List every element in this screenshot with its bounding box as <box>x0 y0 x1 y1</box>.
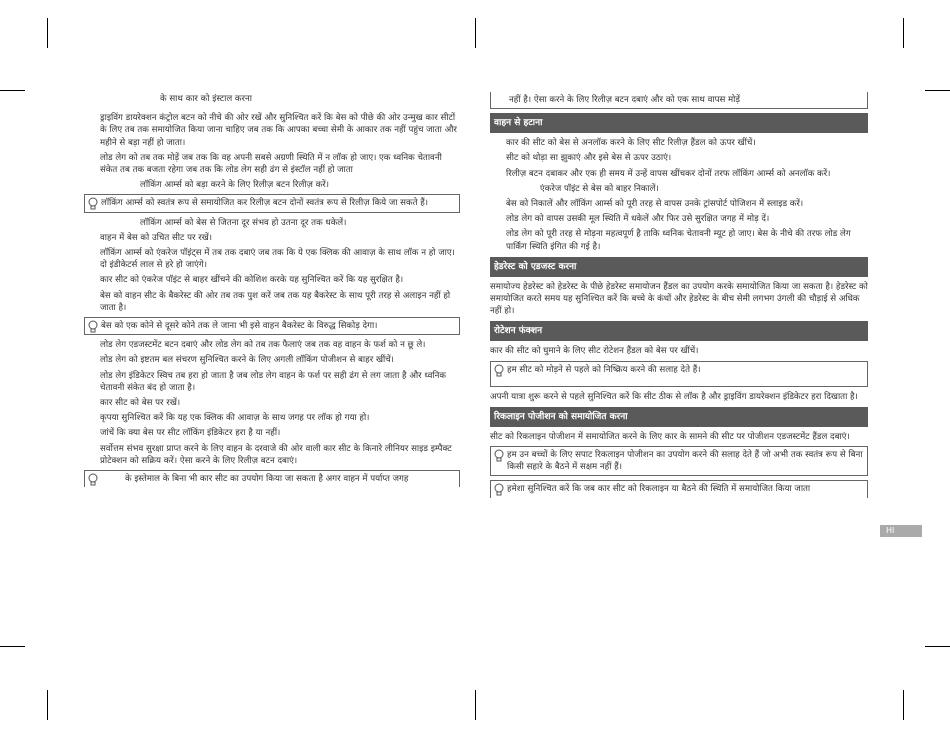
crop-mark <box>475 690 476 720</box>
step-text: लोड लेग को पूरी तरह से मोड़ना महत्वपूर्ण है ताकि ध्वनिक चेतावनी म्यूट हो जाए। बेस के नीचे की तरफ लोड लेग पार्किंग स्थिति इंगित की गई है। <box>506 229 851 252</box>
step-text: कार की सीट को घुमाने के लिए सीट रोटेशन हैंडल को बेस पर खींचें। <box>490 346 699 357</box>
lightbulb-icon <box>493 449 505 462</box>
step-text: सर्वोत्तम संभव सुरक्षा प्राप्त करने के लिए वाहन के दरवाजे की ओर वाली कार सीट के किनारे लीनियर साइड इम्पैक्ट प्रोटेक्शन को सक्रिय करें। ऐसा करने के लिए रिलीज़ बटन दबाएं। <box>100 443 452 466</box>
note-text: हम सीट को मोड़ने से पहले को निष्क्रिय करने की सलाह देते हैं। <box>507 364 701 375</box>
lightbulb-icon <box>87 320 99 333</box>
crop-mark <box>903 18 904 48</box>
lightbulb-icon <box>493 364 505 377</box>
language-tab: HI <box>880 525 922 537</box>
note-box <box>490 361 868 387</box>
section-subtitle: के साथ कार को इंस्टाल करना <box>160 94 253 104</box>
note-text: बेस को एक कोने से दूसरे कोने तक ले जाना भी इसे वाहन बैकरेस्ट के विरुद्ध सिकोड़ देगा। <box>101 321 378 332</box>
step-text: जांचें कि क्या बेस पर सीट लॉकिंग इंडिकेटर हरा है या नहीं। <box>100 428 281 439</box>
step-text: समायोज्य हेडरेस्ट को हेडरेस्ट के पीछे हेडरेस्ट समायोजन हैंडल का उपयोग करके समायोजित किया जा सकता है। हेडरेस्ट को समायोजित करते समय यह सुनिश्चित करें कि बच्चे के कंधों और हेडरेस्ट के बीच सेमी लगभग उंगली की चौड़ाई से अधिक नहीं हो। <box>490 281 868 317</box>
lightbulb-icon <box>87 197 99 210</box>
note-box <box>84 317 460 335</box>
section-header: वाहन से हटाना <box>490 113 868 133</box>
lightbulb-icon <box>493 483 505 496</box>
right-column <box>490 92 868 502</box>
step-text: कार सीट को एंकरेज पॉइंट से बाहर खींचने की कोशिश करके यह सुनिश्चित करें कि यह सुरक्षित है। <box>100 275 404 286</box>
step-text: ड्राइविंग डायरेक्शन कंट्रोल बटन को नीचे की ओर रखें और सुनिश्चित करें कि बेस को पीछे की ओर उन्मुख कार सीटों के लिए तब तक समायोजित किया जाना चाहिए जब तक कि आपका बच्चा सेमी के आकार तक नहीं पहुंच जाता और महीने से बड़ा नहीं हो जाता। <box>100 113 457 148</box>
step-text: लॉकिंग आर्म्स को एंकरेज पॉइंट्स में तब तक दबाएं जब तक कि ये एक क्लिक की आवाज़ के साथ लॉक न हो जाए। दो इंडीकेटर्स लाल से हरे हो जाएंगे। <box>100 248 455 271</box>
crop-mark <box>0 646 25 647</box>
step-text: लोड लेग इंडिकेटर स्विच तब हरा हो जाता है जब लोड लेग वाहन के फर्श पर सही ढंग से लग जाता है और ध्वनिक चेतावनी संकेत बंद हो जाता है। <box>100 370 446 393</box>
note-text: हम उन बच्चों के लिए सपाट रिकलाइन पोजीशन का उपयोग करने की सलाह देते हैं जो अभी तक स्वतंत्र रूप से बिना किसी सहारे के बैठने में सक्षम नहीं हैं। <box>507 450 863 473</box>
note-box <box>84 470 460 487</box>
step-text: सीट को रिकलाइन पोजीशन में समायोजित करने के लिए कार के सामने की सीट पर पोजीशन एडजस्टमेंट हैंडल दबाएं। <box>490 431 850 442</box>
crop-mark <box>925 90 950 91</box>
step-text: लोड लेग को तब तक मोड़ें जब तक कि वह अपनी सबसे अग्रणी स्थिति में न लॉक हो जाए। एक ध्वनिक चेतावनी संकेत तब तक बजता रहेगा जब तक कि लोड लेग सही ढंग से इंस्टॉल नहीं हो जाता <box>100 152 442 176</box>
crop-mark <box>925 646 950 647</box>
note-box <box>490 446 868 476</box>
note-text: नहीं है। ऐसा करने के लिए रिलीज़ बटन दबाएं और को एक साथ वापस मोड़ें <box>509 95 740 105</box>
crop-mark <box>0 90 25 91</box>
step-text: एंकरेज पॉइंट से बेस को बाहर निकालें। <box>540 183 659 194</box>
step-text: लॉकिंग आर्म्स को बेस से जितना दूर संभव हो उतना दूर तक धकेलें। <box>140 217 347 228</box>
note-box <box>490 92 868 109</box>
section-header: रिकलाइन पोजीशन को समायोजित करना <box>490 407 868 427</box>
step-text: कृपया सुनिश्चित करें कि यह एक क्लिक की आवाज़ के साथ जगह पर लॉक हो गया हो। <box>100 413 370 424</box>
crop-mark <box>903 690 904 720</box>
note-box <box>84 194 460 212</box>
step-text: वाहन में बेस को उचित सीट पर रखें। <box>100 232 212 243</box>
step-text: लोड लेग को वापस उसकी मूल स्थिति में धकेलें और फिर उसे सुरक्षित जगह में मोड़ दें। <box>506 214 770 225</box>
crop-mark <box>47 690 48 720</box>
step-text: रिलीज़ बटन दबाकर और एक ही समय में उन्हें वापस खींचकर दोनों तरफ लॉकिंग आर्म्स को अनलॉक करें। <box>506 168 831 179</box>
note-box <box>490 480 868 497</box>
step-text: लॉकिंग आर्म्स को बड़ा करने के लिए रिलीज़ बटन रिलीज़ करें। <box>140 180 329 191</box>
step-text: कार सीट को बेस पर रखें। <box>100 398 181 409</box>
left-column <box>100 93 460 491</box>
step-text: बेस को वाहन सीट के बैकरेस्ट की ओर तब तक पुश करें जब तक यह बैकरेस्ट के साथ पूरी तरह से अलाइन नहीं हो जाता है। <box>100 290 451 313</box>
step-text: लोड लेग को इष्टतम बल संचरण सुनिश्चित करने के लिए अगली लॉकिंग पोजीशन से बाहर खींचें। <box>100 355 394 366</box>
lightbulb-icon <box>87 473 99 486</box>
step-text: सीट को थोड़ा सा झुकाएं और इसे बेस से ऊपर उठाएं। <box>506 153 672 164</box>
note-text: हमेशा सुनिश्चित करें कि जब कार सीट को रिकलाइन या बैठने की स्थिति में समायोजित किया जाता <box>507 484 811 495</box>
step-text: अपनी यात्रा शुरू करने से पहले सुनिश्चित करें कि सीट ठीक से लॉक है और ड्राइविंग डायरेक्शन इंडिकेटर हरा दिखाता है। <box>490 391 858 402</box>
step-text: बेस को निकालें और लॉकिंग आर्म्स को पूरी तरह से वापस उनके ट्रांसपोर्ट पोजिशन में स्लाइड करें। <box>506 199 804 210</box>
note-text: लॉकिंग आर्म्स को स्वतंत्र रूप से समायोजित कर रिलीज़ बटन दोनों स्वतंत्र रूप से रिलीज़ किये जा सकते हैं। <box>101 198 429 209</box>
step-text: लोड लेग एडजस्टमेंट बटन दबाएं और लोड लेग को तब तक फैलाएं जब तक वह वाहन के फर्श को न छू ले। <box>100 340 426 351</box>
crop-mark <box>475 18 476 48</box>
section-header: रोटेशन फंक्शन <box>490 321 868 341</box>
section-header: हेडरेस्ट को एडजस्ट करना <box>490 257 868 277</box>
crop-mark <box>47 18 48 48</box>
step-text: कार की सीट को बेस से अनलॉक करने के लिए सीट रिलीज़ हैंडल को ऊपर खींचें। <box>506 138 756 149</box>
note-text: के इस्तेमाल के बिना भी कार सीट का उपयोग किया जा सकता है अगर वाहन में पर्याप्त जगह <box>125 474 409 485</box>
